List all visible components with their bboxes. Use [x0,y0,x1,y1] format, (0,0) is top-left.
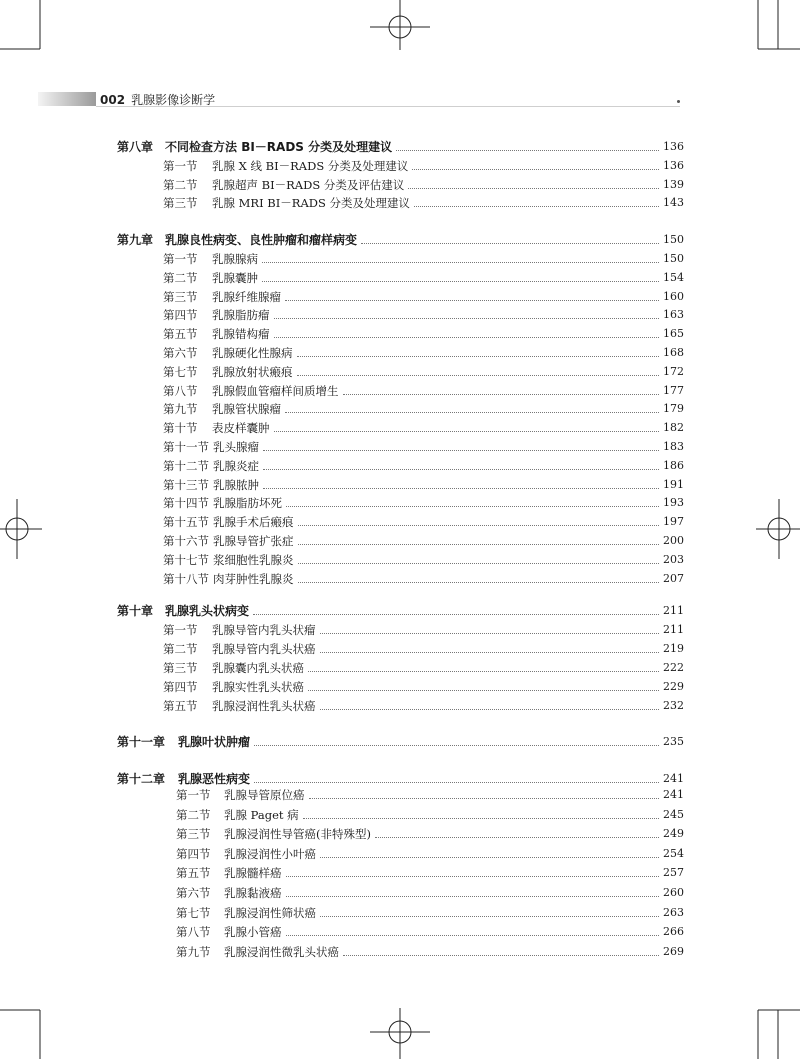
section-title: 表皮样囊肿 [212,421,270,436]
section-title: 乳腺实性乳头状癌 [212,680,304,695]
dot-leader [343,393,660,395]
toc-section-row[interactable] [176,939,684,959]
dot-leader [303,817,659,819]
section-page-number: 186 [663,458,684,472]
section-title: 乳腺浸润性微乳头状癌 [224,944,339,959]
section-title: 乳头腺瘤 [213,440,259,454]
toc-section-row[interactable] [176,821,684,841]
toc-section-row[interactable] [163,453,684,473]
toc-section-row[interactable] [163,396,684,416]
dot-leader [320,856,659,858]
section-title: 乳腺 Paget 病 [224,807,299,822]
chapter-number: 第八章 [117,140,154,154]
section-number: 第十六节 [163,534,209,548]
dot-leader [298,581,660,583]
chapter-number: 第十一章 [117,735,166,749]
chapter-page-number: 150 [663,233,684,246]
section-page-number: 260 [663,886,684,899]
section-page-number: 193 [663,496,684,510]
toc-section-row[interactable] [163,528,684,548]
header-book-title: 乳腺影像诊断学 [131,93,216,107]
section-title: 乳腺导管内乳头状瘤 [212,623,316,637]
dot-leader [308,670,659,672]
chapter-page-number: 136 [663,140,684,153]
section-page-number: 182 [663,421,684,435]
section-number: 第三节 [176,827,211,842]
section-title: 乳腺浸润性乳头状癌 [212,699,316,714]
section-page-number: 203 [663,552,684,566]
toc-chapter-row[interactable] [117,134,684,154]
section-page-number: 266 [663,925,684,939]
section-title: 乳腺脂肪坏死 [213,496,282,511]
toc-section-row[interactable] [163,655,684,675]
toc-section-row[interactable] [163,636,684,656]
section-title: 肉芽肿性乳腺炎 [213,571,294,586]
dot-leader [263,468,659,470]
dot-leader [298,543,660,545]
dot-leader [297,355,660,357]
dot-leader [298,524,660,526]
section-number: 第二节 [176,807,211,822]
section-page-number: 257 [663,866,684,880]
dot-leader [286,875,660,877]
section-page-number: 245 [663,807,684,821]
section-page-number: 254 [663,846,684,860]
dot-leader [309,797,660,799]
chapter-number: 第十章 [117,604,154,618]
section-title: 乳腺 X 线 BI－RADS 分类及处理建议 [212,159,409,173]
dot-leader [361,242,659,244]
section-number: 第九节 [176,944,211,959]
section-page-number: 197 [663,515,684,529]
section-number: 第六节 [176,886,211,900]
section-title: 乳腺浸润性导管癌(非特殊型) [224,827,371,842]
dot-leader [286,505,659,507]
toc-section-row[interactable] [163,472,684,492]
chapter-title: 乳腺叶状肿瘤 [178,735,251,749]
section-title: 乳腺浸润性小叶癌 [224,846,316,861]
section-number: 第三节 [163,196,198,211]
section-number: 第十四节 [163,496,209,511]
dot-leader [412,168,659,170]
toc-section-row[interactable] [176,802,684,822]
section-page-number: 263 [663,905,684,919]
toc-section-row[interactable] [163,302,684,322]
toc-section-row[interactable] [176,880,684,900]
section-page-number: 229 [663,680,684,694]
section-page-number: 219 [663,642,684,656]
section-page-number: 232 [663,699,684,713]
dot-leader [263,449,659,451]
section-number: 第四节 [163,308,198,323]
header-dot [677,100,680,103]
section-page-number: 269 [663,944,684,958]
dot-leader [414,205,659,207]
section-title: 乳腺导管内乳头状癌 [212,642,316,657]
toc-section-row[interactable] [163,674,684,694]
toc-section-row[interactable] [176,841,684,861]
section-number: 第十七节 [163,552,209,567]
section-number: 第一节 [163,252,198,266]
section-page-number: 177 [663,383,684,397]
dot-leader [285,411,659,413]
section-title: 乳腺腺病 [212,252,258,266]
toc-chapter-row[interactable] [117,729,684,749]
section-page-number: 165 [663,327,684,341]
toc-section-row[interactable] [163,509,684,529]
section-page-number: 211 [663,623,684,636]
dot-leader [308,689,659,691]
section-title: 乳腺小管癌 [224,925,282,940]
section-number: 第十五节 [163,515,209,530]
section-title: 乳腺硬化性腺病 [212,346,293,360]
toc-section-row[interactable] [163,378,684,398]
dot-leader [253,613,659,615]
toc-section-row[interactable] [163,693,684,713]
toc-section-row[interactable] [163,284,684,304]
dot-leader [297,374,660,376]
section-page-number: 150 [663,252,684,265]
section-title: 乳腺导管原位癌 [224,788,305,802]
toc-chapter-row[interactable] [117,227,684,247]
chapter-page-number: 235 [663,735,684,748]
toc-section-row[interactable] [176,782,684,802]
section-number: 第二节 [163,270,198,285]
section-page-number: 172 [663,364,684,378]
toc-section-row[interactable] [163,547,684,567]
section-number: 第四节 [176,846,211,861]
dot-leader [396,149,659,151]
section-page-number: 154 [663,270,684,284]
chapter-title: 乳腺良性病变、良性肿瘤和瘤样病变 [165,233,358,247]
section-number: 第十八节 [163,571,209,586]
section-number: 第六节 [163,346,198,360]
dot-leader [262,261,659,263]
dot-leader [263,487,659,489]
section-page-number: 163 [663,308,684,322]
toc-section-row[interactable] [176,860,684,880]
section-number: 第九节 [163,402,198,417]
section-title: 乳腺手术后瘢痕 [213,515,294,530]
dot-leader [274,317,660,319]
section-number: 第十二节 [163,458,209,473]
section-page-number: 136 [663,159,684,172]
section-number: 第五节 [176,866,211,881]
dot-leader [320,632,660,634]
section-number: 第十三节 [163,477,209,492]
section-number: 第一节 [163,159,198,173]
dot-leader [285,299,659,301]
dot-leader [320,651,660,653]
dot-leader [343,954,659,956]
dot-leader [375,836,659,838]
dot-leader [262,280,659,282]
section-page-number: 143 [663,196,684,210]
chapter-number: 第十二章 [117,772,166,786]
section-title: 乳腺纤维腺瘤 [212,289,281,304]
section-page-number: 207 [663,571,684,585]
toc-section-row[interactable] [163,359,684,379]
toc-section-row[interactable] [163,340,684,360]
section-title: 乳腺错构瘤 [212,327,270,342]
toc-section-row[interactable] [163,566,684,586]
chapter-title: 乳腺恶性病变 [178,772,251,786]
section-number: 第五节 [163,327,198,342]
toc-section-row[interactable] [163,617,684,637]
dot-leader [320,915,659,917]
section-title: 浆细胞性乳腺炎 [213,552,294,567]
toc-section-row[interactable] [176,919,684,939]
section-page-number: 183 [663,440,684,453]
section-number: 第十节 [163,421,198,436]
chapter-page-number: 211 [663,604,684,617]
section-page-number: 241 [663,788,684,801]
section-page-number: 249 [663,827,684,841]
section-title: 乳腺管状腺瘤 [212,402,281,417]
toc-section-row[interactable] [163,190,684,210]
dot-leader [254,744,659,746]
dot-leader [320,708,660,710]
section-page-number: 179 [663,402,684,416]
section-page-number: 222 [663,661,684,675]
toc-section-row[interactable] [163,490,684,510]
chapter-page-number: 241 [663,772,684,785]
section-number: 第二节 [163,642,198,657]
section-title: 乳腺导管扩张症 [213,534,294,548]
toc-section-row[interactable] [163,246,684,266]
section-number: 第七节 [163,364,198,379]
section-number: 第二节 [163,177,198,192]
dot-leader [286,895,660,897]
section-page-number: 168 [663,346,684,359]
section-title: 乳腺假血管瘤样间质增生 [212,383,339,398]
chapter-title: 不同检查方法 BI－RADS 分类及处理建议 [165,140,393,154]
dot-leader [274,336,660,338]
section-title: 乳腺放射状瘢痕 [212,364,293,379]
section-number: 第四节 [163,680,198,695]
toc-section-row[interactable] [163,434,684,454]
section-number: 第八节 [163,383,198,398]
section-title: 乳腺脂肪瘤 [212,308,270,323]
chapter-number: 第九章 [117,233,154,247]
section-title: 乳腺髓样癌 [224,866,282,881]
section-title: 乳腺炎症 [213,458,259,473]
dot-leader [286,934,660,936]
toc-section-row[interactable] [163,172,684,192]
section-number: 第一节 [176,788,211,802]
section-number: 第五节 [163,699,198,714]
section-page-number: 139 [663,177,684,191]
section-page-number: 191 [663,477,684,491]
section-number: 第三节 [163,289,198,304]
chapter-title: 乳腺乳头状病变 [165,604,250,618]
dot-leader [408,187,659,189]
section-title: 乳腺囊肿 [212,270,258,285]
section-title: 乳腺 MRI BI－RADS 分类及处理建议 [212,196,410,211]
section-title: 乳腺黏液癌 [224,886,282,900]
toc-chapter-row[interactable] [117,598,684,618]
toc-section-row[interactable] [163,153,684,173]
header-gradient-bar [38,92,96,106]
section-number: 第三节 [163,661,198,676]
section-title: 乳腺浸润性筛状癌 [224,905,316,920]
toc-section-row[interactable] [163,321,684,341]
section-title: 乳腺脓肿 [213,477,259,492]
section-title: 乳腺囊内乳头状癌 [212,661,304,676]
header-page-number: 002 [100,93,126,107]
section-number: 第十一节 [163,440,209,454]
toc-section-row[interactable] [176,900,684,920]
section-page-number: 200 [663,534,684,547]
section-number: 第七节 [176,905,211,920]
header-rule [96,106,680,107]
section-title: 乳腺超声 BI－RADS 分类及评估建议 [212,177,405,192]
toc-section-row[interactable] [163,265,684,285]
dot-leader [298,562,660,564]
section-page-number: 160 [663,289,684,303]
dot-leader [274,430,660,432]
section-number: 第一节 [163,623,198,637]
section-number: 第八节 [176,925,211,940]
toc-section-row[interactable] [163,415,684,435]
